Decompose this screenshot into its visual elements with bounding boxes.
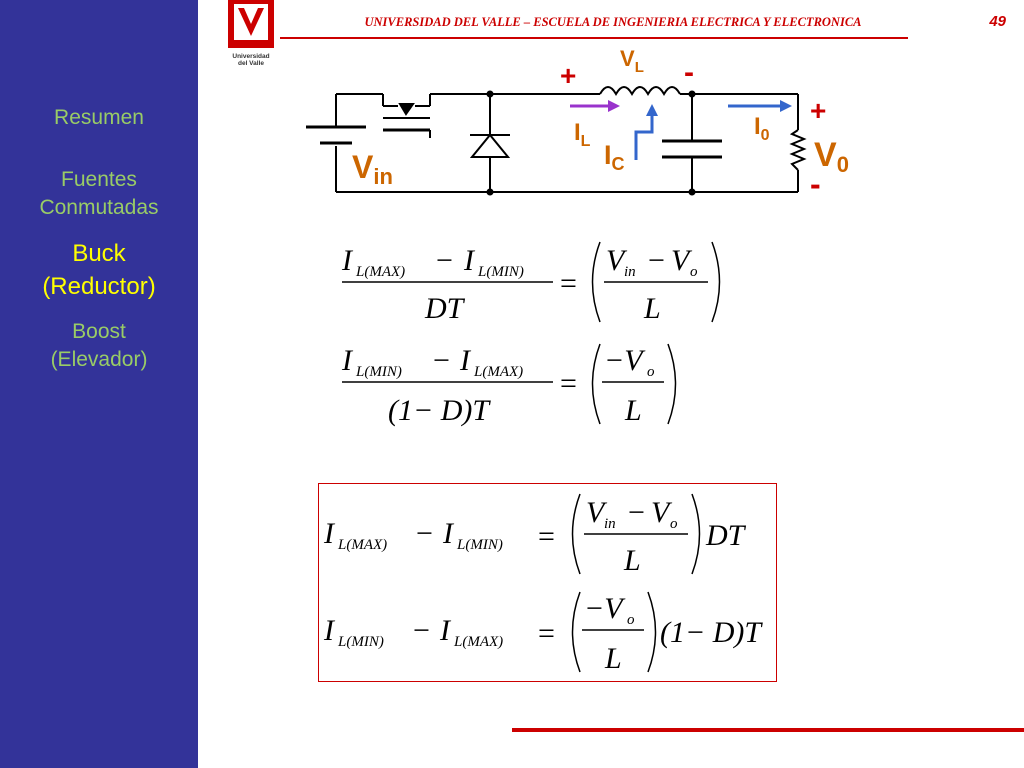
logo-text-line1: Universidad [232, 53, 270, 60]
sidebar-item-label: (Reductor) [42, 273, 156, 300]
svg-text:L: L [625, 394, 642, 427]
sidebar-item-label: Boost [72, 320, 126, 343]
vl-label: $V_L$ [620, 46, 644, 76]
svg-text:=: = [538, 520, 555, 553]
vl-minus-sign: - [684, 56, 694, 89]
sidebar-item-label: Conmutadas [39, 196, 159, 219]
svg-text:=: = [560, 367, 577, 400]
svg-text:−V: −V [584, 592, 623, 625]
svg-text:=: = [538, 617, 555, 650]
page-number: 49 [989, 13, 1006, 30]
svg-text:I: I [460, 344, 470, 377]
svg-text:−: − [648, 244, 665, 277]
vo-minus-sign: - [810, 166, 821, 202]
il-current-arrow [570, 100, 620, 112]
svg-text:−: − [436, 244, 453, 277]
svg-text:o: o [690, 264, 698, 280]
svg-text:o: o [670, 516, 678, 532]
svg-text:V: V [671, 244, 690, 277]
svg-text:o: o [647, 364, 655, 380]
svg-text:−V: −V [604, 344, 643, 377]
sidebar-item-label: Fuentes [61, 168, 137, 191]
svg-text:(1− D)T: (1− D)T [660, 616, 762, 649]
vo-plus-sign: + [810, 95, 827, 126]
svg-text:DT: DT [706, 519, 745, 552]
svg-text:L(MIN): L(MIN) [478, 264, 524, 280]
svg-text:L(MIN): L(MIN) [356, 364, 402, 380]
svg-text:=: = [560, 267, 577, 300]
svg-text:L(MIN): L(MIN) [457, 537, 503, 553]
svg-text:I: I [324, 614, 334, 647]
svg-text:in: in [604, 516, 616, 532]
io-label: $I_0$ [754, 113, 770, 144]
svg-text:−: − [413, 614, 430, 647]
svg-text:V: V [586, 496, 605, 529]
svg-text:L(MAX): L(MAX) [338, 537, 388, 553]
header-institution: UNIVERSIDAD DEL VALLE – ESCUELA DE INGENIERIA ELECTRICA Y ELECTRONICA [364, 15, 862, 29]
svg-text:−: − [628, 496, 645, 529]
svg-text:V: V [651, 496, 670, 529]
svg-text:I: I [440, 614, 450, 647]
svg-text:in: in [624, 264, 636, 280]
svg-text:L: L [624, 544, 641, 577]
equation-2 [341, 344, 676, 427]
svg-text:I: I [443, 517, 453, 550]
svg-text:L(MAX): L(MAX) [474, 364, 524, 380]
vl-plus-sign: + [560, 60, 577, 91]
svg-text:V: V [606, 244, 625, 277]
svg-text:I: I [324, 517, 334, 550]
svg-text:L(MAX): L(MAX) [454, 634, 504, 650]
vo-label: V0 [814, 136, 849, 177]
svg-text:L(MAX): L(MAX) [356, 264, 406, 280]
sidebar-item-label: (Elevador) [50, 348, 148, 371]
svg-text:L: L [605, 642, 622, 675]
boxed-equations [318, 483, 777, 682]
svg-text:DT: DT [425, 292, 464, 325]
equation-1 [341, 242, 720, 325]
vin-label: Vin [352, 149, 393, 189]
footer-divider [512, 728, 1024, 732]
sidebar-item-label: Buck [72, 240, 126, 267]
sidebar-item-label: Resumen [54, 106, 144, 129]
logo-text-line2: del Valle [237, 60, 265, 67]
svg-text:−: − [416, 517, 433, 550]
svg-text:(1− D)T: (1− D)T [388, 394, 490, 427]
ic-label: $I_C$ [604, 140, 625, 174]
svg-text:o: o [627, 612, 635, 628]
svg-text:−: − [433, 344, 450, 377]
svg-text:I: I [464, 244, 474, 277]
il-label: $I_L$ [574, 119, 591, 150]
svg-text:L: L [644, 292, 661, 325]
svg-text:L(MIN): L(MIN) [338, 634, 384, 650]
svg-text:I: I [342, 344, 352, 377]
ic-current-arrow [636, 104, 658, 160]
io-current-arrow [728, 100, 792, 112]
svg-text:I: I [342, 244, 352, 277]
